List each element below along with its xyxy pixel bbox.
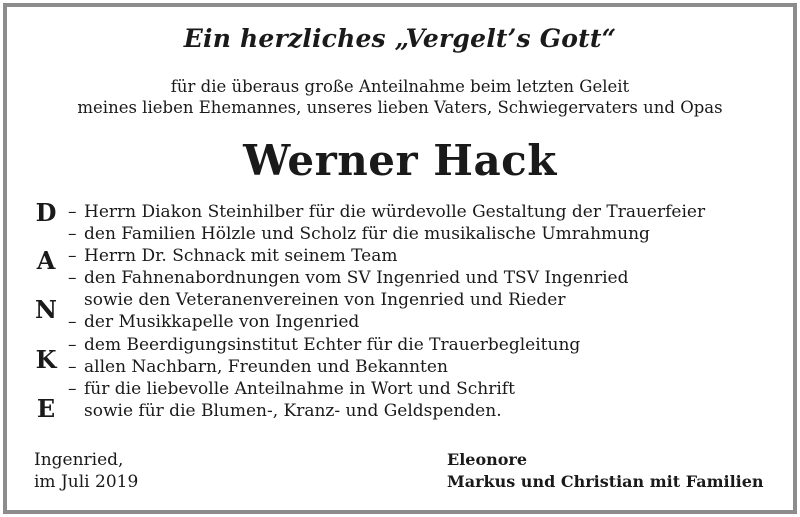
headline: Ein herzliches „Vergelt’s Gott“ [183,24,617,53]
danke-letter: E [36,394,56,423]
thanks-text: der Musikkapelle von Ingenried [84,312,360,333]
thanks-item [68,378,705,400]
thanks-text: den Fahnenabordnungen vom SV Ingenried und TSV Ingenried [84,268,629,289]
dash: – [68,312,77,333]
dash: – [68,334,77,355]
dash [68,400,84,422]
thanks-item [68,201,705,223]
intro-text [0,76,800,118]
danke-letter: D [35,198,57,227]
danke-letter: A [36,246,56,275]
thanks-item [68,267,705,289]
thanks-item [68,245,705,267]
thanks-list [68,201,705,422]
thanks-item [68,400,705,422]
signer-line: Eleonore [447,450,528,469]
thanks-text: Herrn Dr. Schnack mit seinem Team [84,246,398,267]
dash: – [68,246,77,267]
intro-line: für die überaus große Anteilnahme beim letzten Geleit [170,77,630,96]
date-line: im Juli 2019 [34,472,139,492]
dash: – [68,356,77,377]
thanks-text: sowie für die Blumen-, Kranz- und Geldspenden. [84,400,502,421]
thanks-text: für die liebevolle Anteilnahme in Wort und Schrift [84,378,515,399]
intro-line: meines lieben Ehemannes, unseres lieben Vaters, Schwiegervaters und Opas [77,98,723,117]
dash: – [68,268,77,289]
thanks-text: sowie den Veteranenvereinen von Ingenried und Rieder [84,290,566,311]
thanks-item [68,289,705,311]
dash: – [68,224,77,245]
dash: – [68,202,77,222]
thanks-item [68,223,705,245]
place-line: Ingenried, [34,450,124,470]
thanks-item [68,311,705,333]
signer-line: Markus und Christian mit Familien [447,472,764,491]
danke-letter: N [35,295,57,324]
thanks-text: dem Beerdigungsinstitut Echter für die Trauerbegleitung [84,334,581,355]
dash: – [68,378,77,399]
thanks-text: Herrn Diakon Steinhilber für die würdevolle Gestaltung der Trauerfeier [84,202,706,222]
deceased-name: Werner Hack [243,136,557,185]
thanks-text: den Familien Hölzle und Scholz für die musikalische Umrahmung [84,224,650,245]
danke-letter: K [35,345,57,374]
thanks-text: allen Nachbarn, Freunden und Bekannten [84,356,448,377]
thanks-item [68,334,705,356]
dash [68,289,84,311]
place-date [34,449,138,493]
thanks-item [68,356,705,378]
signers [447,449,764,493]
